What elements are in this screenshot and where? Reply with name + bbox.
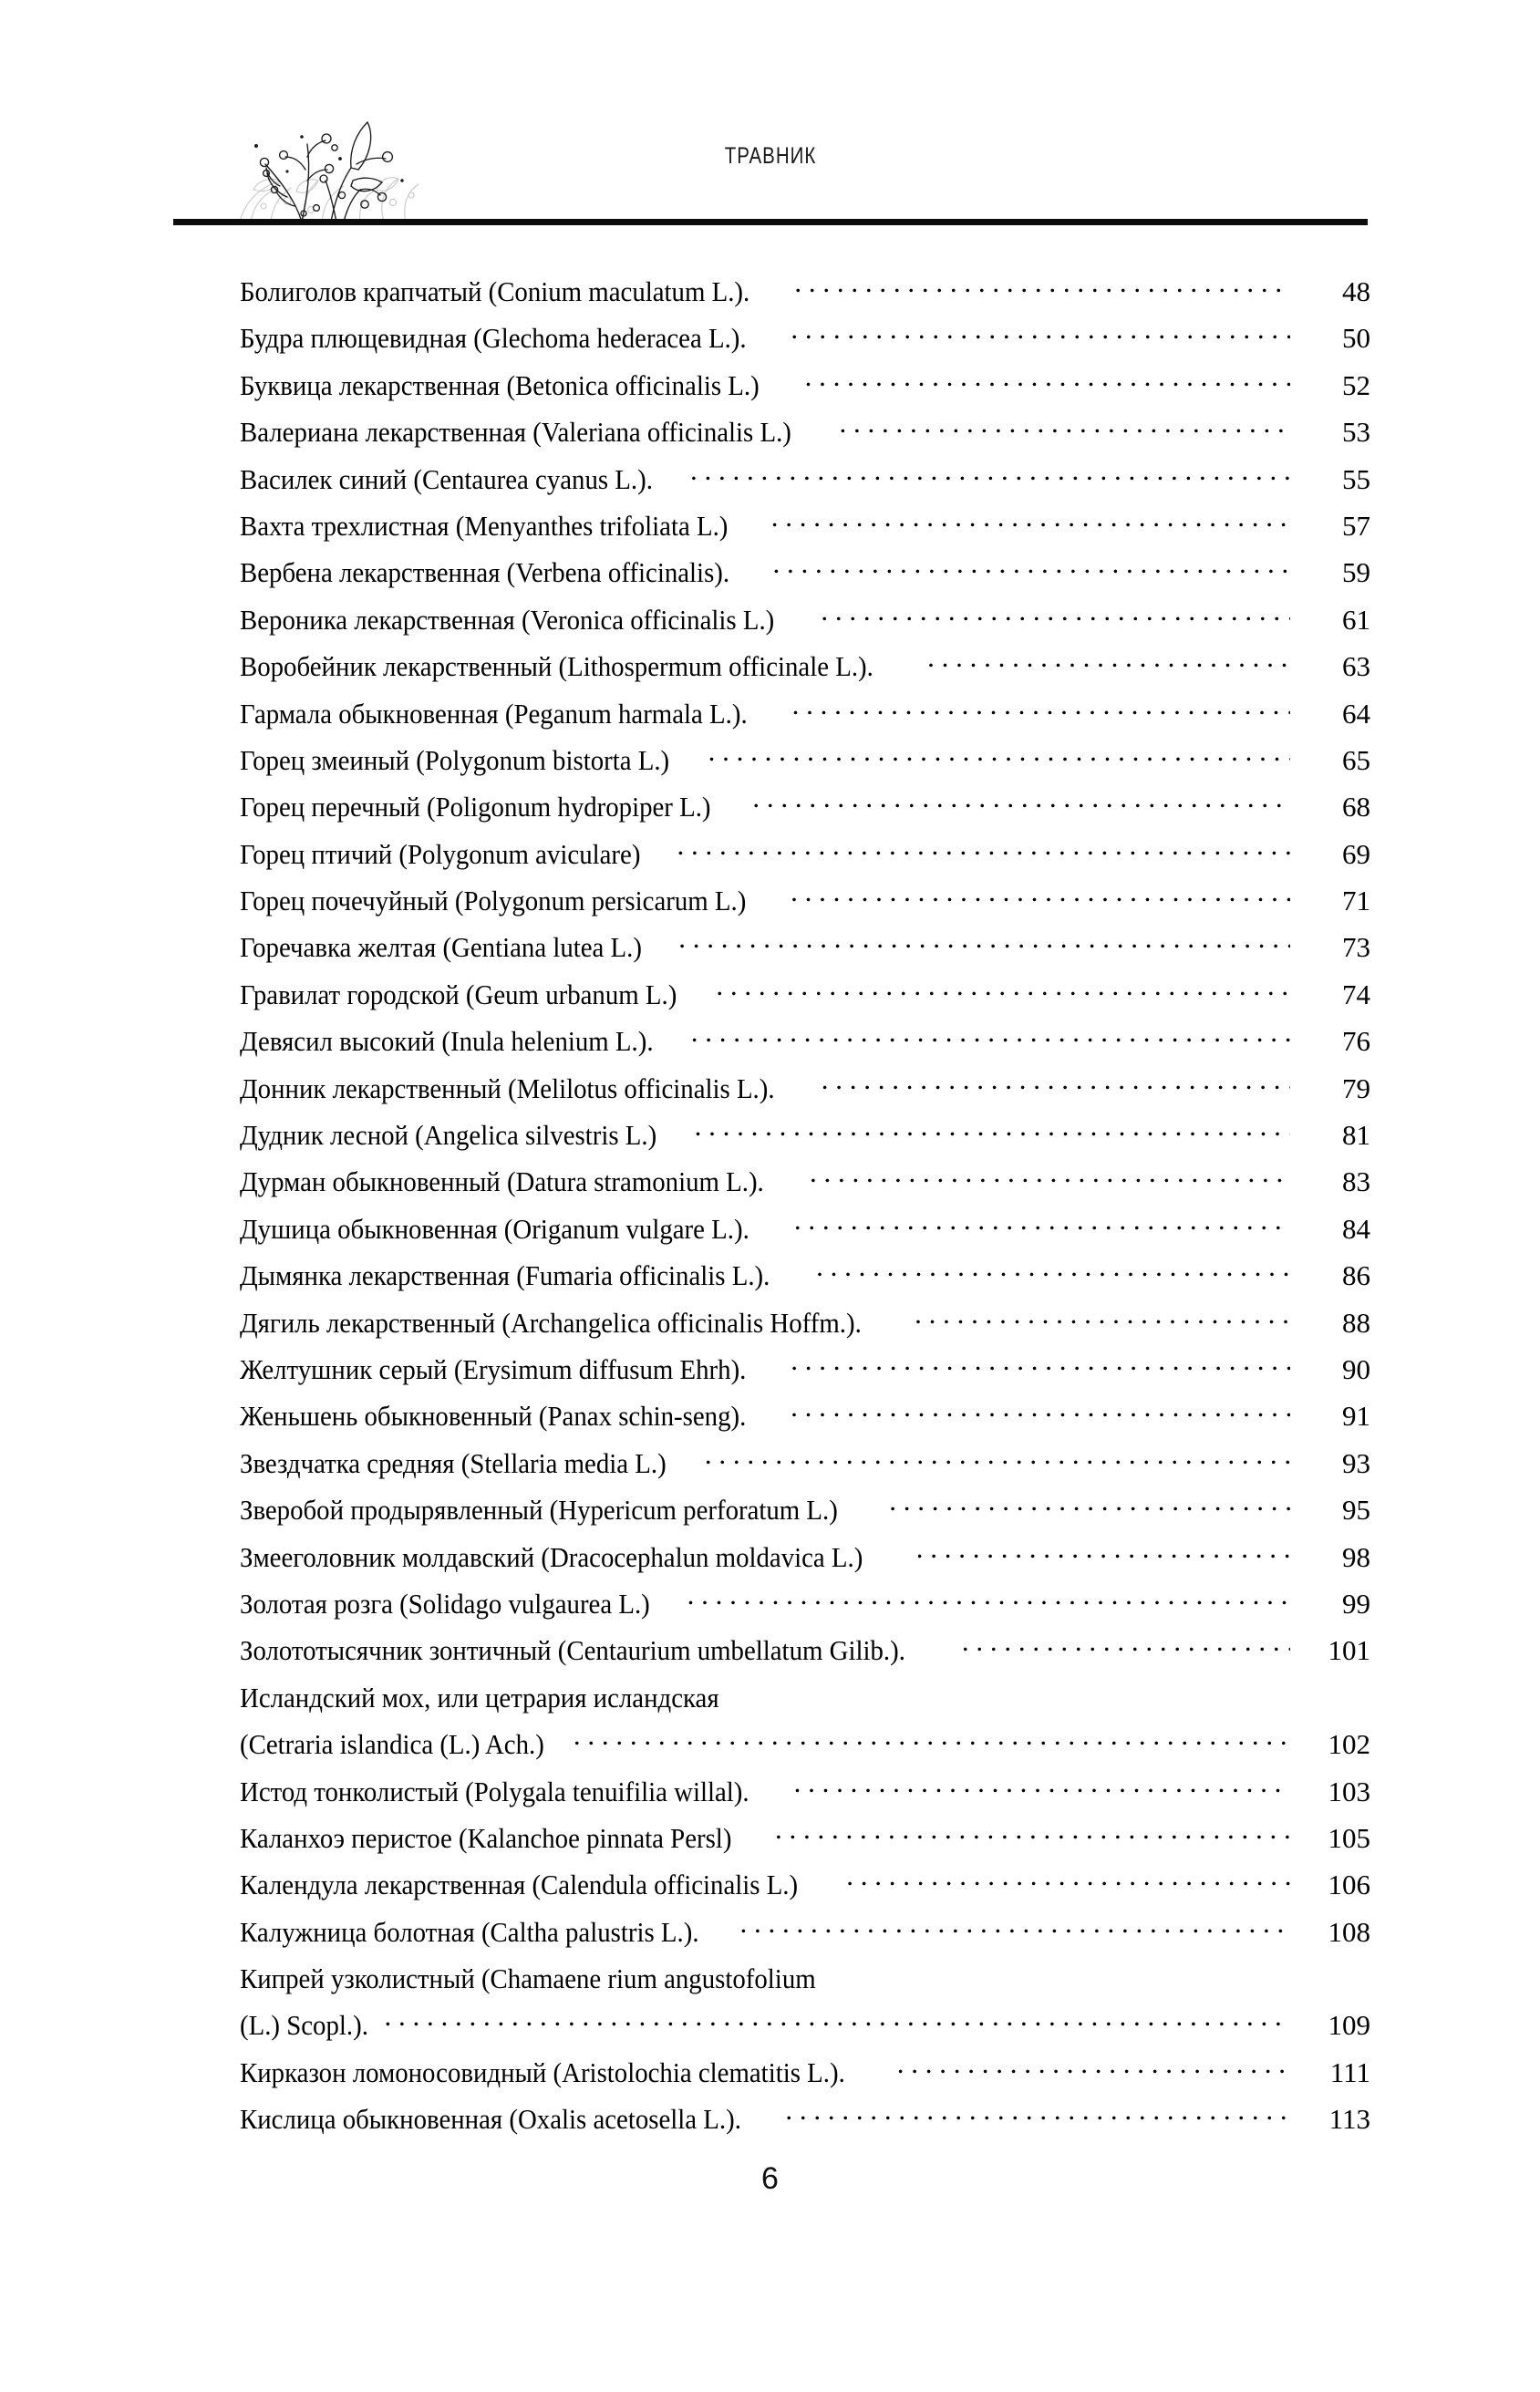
toc-dot-leader — [816, 1258, 1290, 1285]
toc-entry-title: Гравилат городской (Geum urbanum L.) — [240, 978, 677, 1010]
toc-entry-title: Василек синий (Centaurea cyanus L.). — [240, 462, 653, 495]
toc-entry[interactable] — [240, 929, 1370, 976]
toc-dot-leader — [771, 508, 1290, 535]
toc-entry[interactable] — [240, 1071, 1370, 1117]
toc-entry-title: Горечавка желтая (Gentiana lutea L.) — [240, 931, 642, 964]
toc-entry-page-number: 106 — [1328, 1869, 1370, 1901]
toc-dot-leader — [691, 1023, 1290, 1051]
toc-entry-page-number: 93 — [1342, 1446, 1370, 1479]
toc-entry-page-number: 68 — [1342, 791, 1370, 823]
toc-entry-title: Дягиль лекарственный (Archangelica officinalis Hoffm.). — [240, 1306, 862, 1339]
toc-dot-leader — [821, 602, 1290, 629]
toc-entry[interactable] — [240, 1632, 1370, 1679]
toc-dot-leader — [791, 1398, 1290, 1425]
toc-entry-page-number: 113 — [1328, 2103, 1370, 2136]
toc-entry[interactable] — [240, 414, 1370, 461]
toc-entry[interactable] — [240, 320, 1370, 367]
toc-entry-title: Валериана лекарственная (Valeriana officinalis L.) — [240, 416, 791, 449]
toc-entry-page-number: 63 — [1342, 650, 1370, 683]
toc-entry-page-number: 76 — [1342, 1025, 1370, 1058]
toc-entry-title: Болиголов крапчатый (Conium maculatum L.). — [240, 275, 750, 307]
toc-entry-page-number: 108 — [1328, 1915, 1370, 1948]
toc-dot-leader — [791, 883, 1290, 910]
toc-dot-leader — [705, 1445, 1290, 1473]
toc-entry-title: Горец почечуйный (Polygonum persicarum L.) — [240, 885, 747, 917]
toc-entry-title: Кипрей узколистный (Chamaene rium angustofolium — [240, 1962, 816, 1995]
toc-entry-title: Буквица лекарственная (Betonica officinalis L.) — [240, 368, 760, 401]
toc-entry[interactable] — [240, 602, 1370, 648]
toc-entry-page-number: 86 — [1342, 1259, 1370, 1292]
toc-entry-title: Женьшень обыкновенный (Panax schin-seng). — [240, 1400, 747, 1433]
toc-entry-page-number: 105 — [1328, 1821, 1370, 1854]
toc-entry-title: (Cetraria islandica (L.) Ach.) — [240, 1728, 544, 1761]
toc-entry-title: Вербена лекарственная (Verbena officinalis). — [240, 556, 730, 589]
toc-dot-leader — [822, 1071, 1290, 1098]
toc-entry-title: Будра плющевидная (Glechoma hederacea L.). — [240, 322, 747, 355]
toc-entry-title: Вахта трехлистная (Menyanthes trifoliata L.) — [240, 509, 729, 542]
toc-entry[interactable] — [240, 1164, 1370, 1210]
toc-dot-leader — [846, 1867, 1290, 1894]
toc-entry-page-number: 83 — [1342, 1165, 1370, 1198]
toc-dot-leader — [708, 742, 1290, 770]
toc-entry-title: Донник лекарственный (Melilotus officinalis L.). — [240, 1072, 775, 1104]
toc-entry[interactable] — [240, 2055, 1370, 2101]
toc-entry-page-number: 91 — [1342, 1400, 1370, 1433]
toc-entry-title: Золотая розга (Solidago vulgaurea L.) — [240, 1587, 650, 1620]
toc-dot-leader — [794, 1211, 1290, 1238]
toc-dot-leader — [677, 836, 1291, 864]
toc-entry-title: Дурман обыкновенный (Datura stramonium L.). — [240, 1165, 764, 1198]
toc-entry-page-number: 65 — [1342, 743, 1370, 776]
toc-entry[interactable] — [240, 1117, 1370, 1164]
toc-dot-leader — [791, 1351, 1290, 1379]
toc-dot-leader — [805, 368, 1290, 395]
toc-entry[interactable] — [240, 2007, 1370, 2054]
toc-dot-leader — [794, 274, 1290, 301]
toc-entry-title: Каланхоэ перистое (Kalanchoe pinnata Persl) — [240, 1821, 732, 1854]
toc-dot-leader — [690, 461, 1290, 489]
toc-dot-leader — [810, 1164, 1290, 1191]
toc-dot-leader — [839, 414, 1290, 441]
toc-entry[interactable] — [240, 1445, 1370, 1492]
toc-entry-page-number: 98 — [1342, 1540, 1370, 1573]
toc-entry-page-number: 59 — [1342, 556, 1370, 589]
running-title: ТРАВНИК — [724, 142, 817, 169]
toc-dot-leader — [739, 1914, 1290, 1942]
toc-entry[interactable] — [240, 2101, 1370, 2148]
toc-entry-page-number: 64 — [1342, 697, 1370, 730]
toc-dot-leader — [927, 648, 1290, 676]
toc-entry[interactable] — [240, 1258, 1370, 1304]
toc-entry-page-number: 55 — [1342, 462, 1370, 495]
toc-entry-title: Календула лекарственная (Calendula officinalis L.) — [240, 1869, 799, 1901]
toc-entry-page-number: 71 — [1342, 885, 1370, 917]
toc-entry[interactable] — [240, 1351, 1370, 1398]
toc-entry[interactable] — [240, 742, 1370, 789]
page-number-footer: 6 — [761, 2161, 779, 2196]
toc-entry-page-number: 109 — [1328, 2009, 1370, 2042]
toc-entry[interactable] — [240, 554, 1370, 601]
toc-entry-page-number: 74 — [1342, 978, 1370, 1010]
toc-entry-page-number: 48 — [1342, 275, 1370, 307]
toc-entry[interactable] — [240, 696, 1370, 742]
toc-entry-title: Душица обыкновенная (Origanum vulgare L.). — [240, 1212, 749, 1245]
toc-entry[interactable] — [240, 274, 1370, 320]
toc-entry[interactable] — [240, 1023, 1370, 1070]
header-divider-rule — [173, 219, 1368, 225]
toc-entry-title: Дымянка лекарственная (Fumaria officinalis L.). — [240, 1259, 770, 1292]
toc-entry-page-number: 53 — [1342, 416, 1370, 449]
toc-entry[interactable] — [240, 1726, 1370, 1773]
toc-entry[interactable] — [240, 977, 1370, 1023]
toc-dot-leader — [889, 1492, 1290, 1519]
toc-dot-leader — [385, 2007, 1290, 2035]
toc-entry[interactable] — [240, 1820, 1370, 1867]
toc-entry-title: (L.) Scopl.). — [240, 2009, 368, 2042]
toc-dot-leader — [687, 1586, 1290, 1613]
toc-dot-leader — [574, 1726, 1290, 1754]
toc-entry-page-number: 50 — [1342, 322, 1370, 355]
toc-entry-page-number: 90 — [1342, 1352, 1370, 1385]
toc-entry[interactable] — [240, 883, 1370, 929]
toc-entry[interactable] — [240, 1680, 1370, 1726]
toc-entry-page-number: 111 — [1329, 2055, 1370, 2088]
toc-entry[interactable] — [240, 1539, 1370, 1586]
toc-entry-page-number: 69 — [1342, 837, 1370, 870]
toc-entry[interactable] — [240, 1211, 1370, 1258]
toc-dot-leader — [915, 1305, 1290, 1332]
page-header — [173, 91, 1368, 228]
table-of-contents — [240, 274, 1370, 2149]
toc-entry-page-number: 84 — [1342, 1212, 1370, 1245]
toc-dot-leader — [716, 977, 1290, 1004]
toc-entry-page-number: 61 — [1342, 603, 1370, 636]
toc-entry-page-number: 81 — [1342, 1119, 1370, 1152]
toc-dot-leader — [962, 1632, 1290, 1660]
toc-entry-page-number: 73 — [1342, 931, 1370, 964]
toc-dot-leader — [792, 696, 1290, 723]
toc-dot-leader — [775, 1820, 1290, 1848]
toc-entry[interactable] — [240, 836, 1370, 883]
toc-entry-title: Змееголовник молдавский (Dracocephalun moldavica L.) — [240, 1540, 863, 1573]
toc-dot-leader — [785, 2101, 1290, 2128]
toc-entry-page-number: 79 — [1342, 1072, 1370, 1104]
toc-entry-title: Горец перечный (Poligonum hydropiper L.) — [240, 791, 711, 823]
toc-dot-leader — [678, 929, 1290, 957]
toc-entry-title: Зверобой продырявленный (Hypericum perforatum L.) — [240, 1494, 838, 1527]
toc-entry-title: Горец змеиный (Polygonum bistorta L.) — [240, 743, 670, 776]
toc-entry[interactable] — [240, 789, 1370, 835]
toc-entry-title: Гармала обыкновенная (Peganum harmala L.). — [240, 697, 748, 730]
toc-entry[interactable] — [240, 1774, 1370, 1820]
toc-entry-title: Кирказон ломоносовидный (Aristolochia clematitis L.). — [240, 2055, 845, 2088]
toc-entry[interactable] — [240, 1914, 1370, 1961]
toc-entry-page-number: 95 — [1342, 1494, 1370, 1527]
toc-dot-leader — [695, 1117, 1290, 1144]
toc-entry[interactable] — [240, 461, 1370, 508]
toc-entry-title: Звездчатка средняя (Stellaria media L.) — [240, 1446, 667, 1479]
toc-entry[interactable] — [240, 1492, 1370, 1538]
toc-dot-leader — [794, 1774, 1290, 1801]
toc-dot-leader — [791, 320, 1290, 347]
toc-entry-title: Кислица обыкновенная (Oxalis acetosella L.). — [240, 2103, 741, 2136]
toc-entry-title: Девясил высокий (Inula helenium L.). — [240, 1025, 654, 1058]
toc-entry[interactable] — [240, 1398, 1370, 1445]
toc-entry-title: Дудник лесной (Angelica silvestris L.) — [240, 1119, 657, 1152]
toc-entry-title: Желтушник серый (Erysimum diffusum Ehrh). — [240, 1352, 747, 1385]
toc-dot-leader — [773, 554, 1290, 582]
toc-entry-title: Истод тонколистый (Polygala tenuifilia willal). — [240, 1775, 749, 1807]
toc-entry-page-number: 88 — [1342, 1306, 1370, 1339]
toc-entry-page-number: 57 — [1342, 509, 1370, 542]
toc-entry-title: Исландский мох, или цетрария исландская — [240, 1681, 719, 1714]
toc-entry[interactable] — [240, 1867, 1370, 1913]
toc-entry-title: Калужница болотная (Caltha palustris L.). — [240, 1915, 699, 1948]
toc-dot-leader — [752, 789, 1290, 816]
toc-entry-page-number: 103 — [1328, 1775, 1370, 1807]
toc-entry-title: Вероника лекарственная (Veronica officinalis L.) — [240, 603, 775, 636]
toc-entry-page-number: 52 — [1342, 368, 1370, 401]
toc-entry-page-number: 101 — [1328, 1634, 1370, 1667]
toc-entry[interactable] — [240, 1305, 1370, 1351]
toc-entry[interactable] — [240, 368, 1370, 414]
toc-entry[interactable] — [240, 1961, 1370, 2007]
toc-entry-title: Золототысячник зонтичный (Centaurium umbellatum Gilib.). — [240, 1634, 905, 1667]
toc-entry[interactable] — [240, 648, 1370, 695]
toc-entry[interactable] — [240, 508, 1370, 554]
toc-entry-title: Воробейник лекарственный (Lithospermum officinale L.). — [240, 650, 873, 683]
toc-entry-page-number: 102 — [1328, 1728, 1370, 1761]
toc-dot-leader — [897, 2055, 1290, 2082]
toc-entry-page-number: 99 — [1342, 1587, 1370, 1620]
toc-dot-leader — [916, 1539, 1290, 1567]
toc-entry-title: Горец птичий (Polygonum aviculare) — [240, 837, 641, 870]
toc-entry[interactable] — [240, 1586, 1370, 1632]
